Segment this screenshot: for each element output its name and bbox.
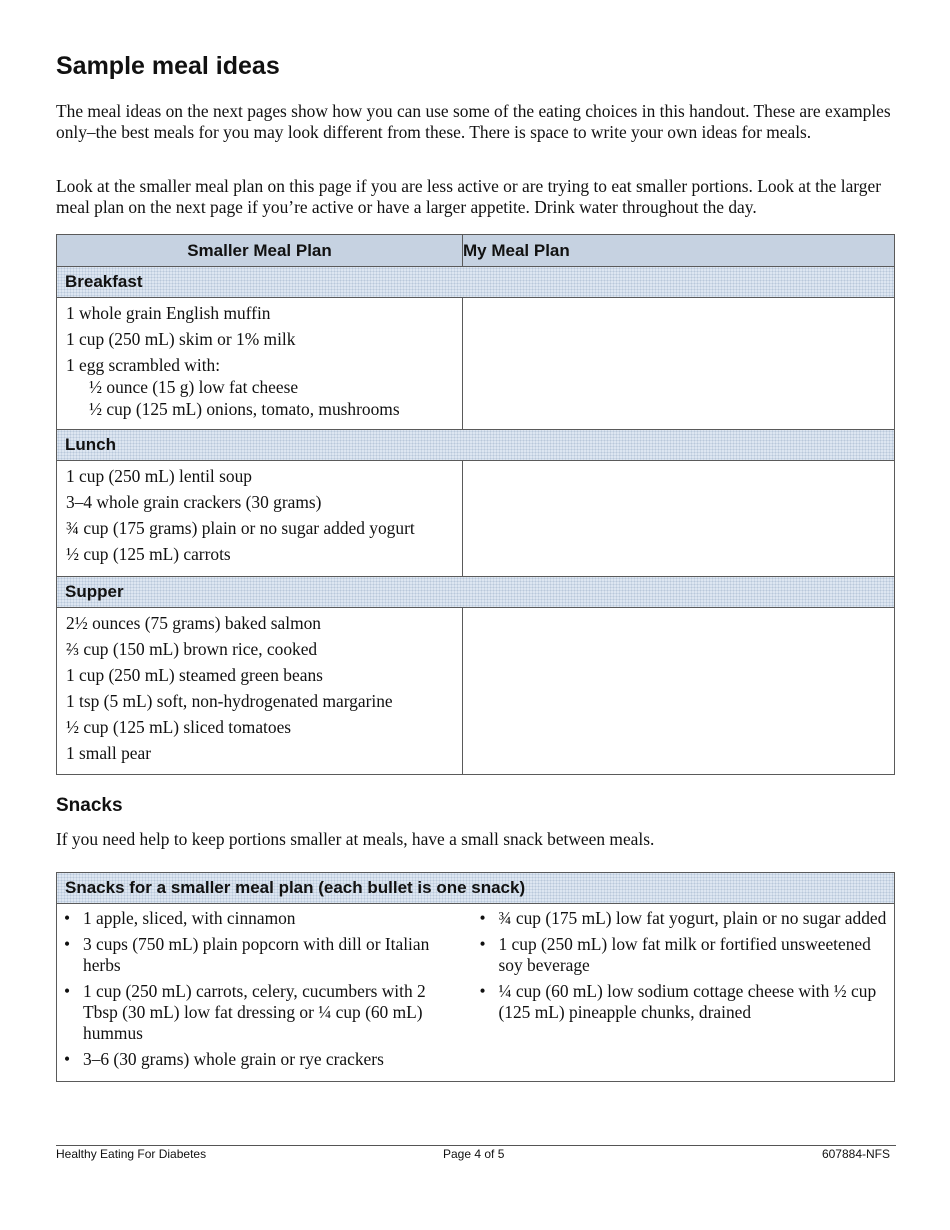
supper-row xyxy=(57,608,894,774)
footer-document-title: Healthy Eating For Diabetes xyxy=(56,1147,207,1161)
snacks-heading: Snacks xyxy=(56,795,123,816)
snack-item: • 1 apple, sliced, with cinnamon xyxy=(57,908,460,929)
header-smaller-meal-plan: Smaller Meal Plan xyxy=(57,235,463,266)
breakfast-items-cell xyxy=(57,298,463,429)
snack-item: • 3 cups (750 mL) plain popcorn with dill or Italian herbs xyxy=(57,934,460,976)
sub-item: ½ ounce (15 g) low fat cheese xyxy=(89,377,299,397)
meal-plan-table xyxy=(56,234,895,775)
my-supper-cell[interactable] xyxy=(463,608,894,774)
supper-items-cell xyxy=(57,608,463,774)
list-item: ½ cup (125 mL) carrots xyxy=(66,544,231,564)
my-breakfast-cell[interactable] xyxy=(463,298,894,429)
my-lunch-cell[interactable] xyxy=(463,461,894,576)
section-supper: Supper xyxy=(57,577,894,608)
page-footer xyxy=(56,1145,896,1164)
snack-item: • ¾ cup (175 mL) low fat yogurt, plain or no sugar added xyxy=(476,908,895,929)
list-item-text: 1 egg scrambled with: xyxy=(66,355,221,375)
snack-item: • 1 cup (250 mL) low fat milk or fortified unsweetened soy beverage xyxy=(476,934,895,976)
snack-item: • 3–6 (30 grams) whole grain or rye crackers xyxy=(57,1049,460,1070)
intro-paragraph: Look at the smaller meal plan on this page if you are less active or are trying to eat smaller portions. Look at the larger meal plan on the next page if you’re active or have a larger appetite. Drink water throughout the day. xyxy=(56,176,881,217)
table-header-row xyxy=(57,235,894,267)
sub-item: ½ cup (125 mL) onions, tomato, mushrooms xyxy=(89,399,400,419)
list-item: 3–4 whole grain crackers (30 grams) xyxy=(66,492,322,512)
footer-document-code: 607884-NFS xyxy=(821,1147,890,1161)
snacks-right-column xyxy=(476,908,895,1075)
snack-item: • ¼ cup (60 mL) low sodium cottage cheese with ½ cup (125 mL) pineapple chunks, drained xyxy=(476,981,895,1023)
snacks-text: If you need help to keep portions smaller at meals, have a small snack between meals. xyxy=(56,829,655,849)
breakfast-row xyxy=(57,298,894,430)
snacks-table xyxy=(56,872,895,1082)
snacks-left-column xyxy=(57,908,476,1075)
list-item: 1 tsp (5 mL) soft, non-hydrogenated margarine xyxy=(66,691,393,711)
header-my-meal-plan: My Meal Plan xyxy=(463,240,570,260)
section-lunch: Lunch xyxy=(57,430,894,461)
list-item: 1 small pear xyxy=(66,743,151,763)
lunch-items-cell xyxy=(57,461,463,576)
list-item: 1 cup (250 mL) skim or 1% milk xyxy=(66,329,296,349)
snacks-table-title: Snacks for a smaller meal plan (each bullet is one snack) xyxy=(57,873,894,904)
intro-paragraph: The meal ideas on the next pages show how you can use some of the eating choices in this handout. These are examples only–the best meals for you may look different from these. There is space to write your own ideas for meals. xyxy=(56,101,891,142)
list-item: ⅔ cup (150 mL) brown rice, cooked xyxy=(66,639,318,659)
footer-page-number: Page 4 of 5 xyxy=(443,1147,505,1161)
section-breakfast: Breakfast xyxy=(57,267,894,298)
list-item: 2½ ounces (75 grams) baked salmon xyxy=(66,613,322,633)
page-title: Sample meal ideas xyxy=(56,52,280,80)
lunch-row xyxy=(57,461,894,577)
list-item: 1 whole grain English muffin xyxy=(66,303,271,323)
list-item: 1 cup (250 mL) lentil soup xyxy=(66,466,252,486)
list-item xyxy=(66,355,454,420)
list-item: 1 cup (250 mL) steamed green beans xyxy=(66,665,323,685)
list-item: ¾ cup (175 grams) plain or no sugar added yogurt xyxy=(66,518,415,538)
list-item: ½ cup (125 mL) sliced tomatoes xyxy=(66,717,292,737)
snack-item: • 1 cup (250 mL) carrots, celery, cucumbers with 2 Tbsp (30 mL) low fat dressing or ¼ cup (60 mL) hummus xyxy=(57,981,460,1044)
